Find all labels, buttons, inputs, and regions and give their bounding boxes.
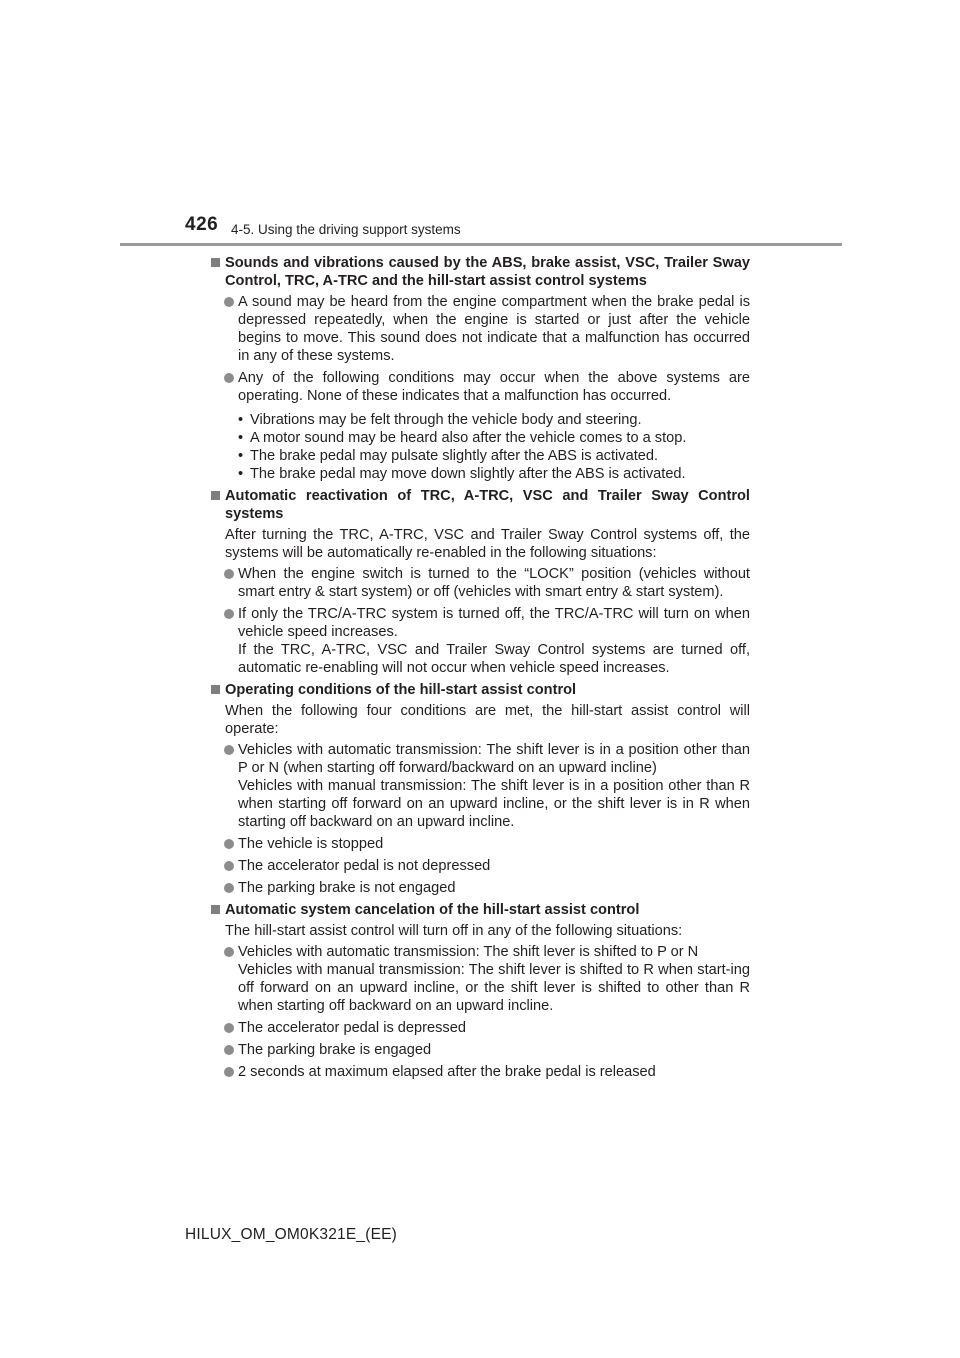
list-item-text: The vehicle is stopped xyxy=(238,836,384,852)
sub-list-item xyxy=(238,447,750,465)
bullet-circle-icon xyxy=(224,861,234,871)
list-item xyxy=(211,1063,750,1081)
list-item xyxy=(211,835,750,853)
list-item-text: A sound may be heard from the engine compartment when the brake pedal is depressed repeatedly, when the engine is started or just after the vehicle begins to move. This sound does not indicate that a malfunction has occurred in any of these systems. xyxy=(238,294,750,364)
square-marker-icon xyxy=(211,491,220,500)
section-intro: After turning the TRC, A-TRC, VSC and Trailer Sway Control systems off, the systems will be automatically re-enabled in the following situations: xyxy=(225,527,750,561)
section-heading xyxy=(211,254,750,290)
list-item-text: When the engine switch is turned to the “LOCK” position (vehicles without smart entry & start system) or off (vehicles with smart entry & start system). xyxy=(238,566,750,600)
section-intro: The hill-start assist control will turn off in any of the following situations: xyxy=(225,923,683,939)
list-item-text: Vehicles with automatic transmission: The shift lever is in a position other than P or N (when starting off forward/backward on an upward incline) Vehicles with manual transmission: The shift lever is in a position other than R when starting off forward on an upward incline, or the shift lever is in R when starting off backward on an upward incline. xyxy=(238,742,750,830)
bullet-circle-icon xyxy=(224,1067,234,1077)
small-bullet-icon: • xyxy=(238,430,244,446)
section-heading-text: Automatic system cancelation of the hill-start assist control xyxy=(225,902,640,918)
list-item xyxy=(211,369,750,405)
list-item xyxy=(211,1019,750,1037)
section xyxy=(211,487,750,677)
small-bullet-icon: • xyxy=(238,466,244,482)
bullet-circle-icon xyxy=(224,1023,234,1033)
section xyxy=(211,254,750,483)
list-item-text: The parking brake is engaged xyxy=(238,1042,432,1058)
sub-list xyxy=(211,411,750,483)
bullet-circle-icon xyxy=(224,609,234,619)
section xyxy=(211,901,750,1081)
small-bullet-icon: • xyxy=(238,412,244,428)
sub-list-item xyxy=(238,429,750,447)
section-intro: When the following four conditions are met, the hill-start assist control will operate: xyxy=(225,703,750,737)
list-item xyxy=(211,857,750,875)
bullet-circle-icon xyxy=(224,569,234,579)
square-marker-icon xyxy=(211,685,220,694)
page-content xyxy=(211,254,750,1085)
section-heading xyxy=(211,901,750,919)
bullet-circle-icon xyxy=(224,883,234,893)
list-item xyxy=(211,943,750,1015)
list-item-text: Vehicles with automatic transmission: The shift lever is shifted to P or N Vehicles with manual transmission: The shift lever is shifted to R when start-ing off forward on an upward incline, or the shift lever is shifted to other than R when starting off backward on an upward incline. xyxy=(238,944,750,1014)
list-item-text: 2 seconds at maximum elapsed after the brake pedal is released xyxy=(238,1064,656,1080)
small-bullet-icon: • xyxy=(238,448,244,464)
document-code: HILUX_OM_OM0K321E_(EE) xyxy=(185,1226,398,1243)
section-heading-text: Automatic reactivation of TRC, A-TRC, VSC and Trailer Sway Control systems xyxy=(225,488,750,522)
page-number: 426 xyxy=(185,214,219,235)
sub-list-item-text: Vibrations may be felt through the vehicle body and steering. xyxy=(250,412,642,428)
bullet-circle-icon xyxy=(224,745,234,755)
sub-list-item-text: A motor sound may be heard also after the vehicle comes to a stop. xyxy=(250,430,687,446)
list-item xyxy=(211,1041,750,1059)
list-item xyxy=(211,741,750,831)
sub-list-item-text: The brake pedal may move down slightly after the ABS is activated. xyxy=(250,466,686,482)
list-item-text: Any of the following conditions may occur when the above systems are operating. None of these indicates that a malfunction has occurred. xyxy=(238,370,750,404)
sub-list-item xyxy=(238,465,750,483)
bullet-circle-icon xyxy=(224,373,234,383)
section-heading xyxy=(211,681,750,699)
bullet-circle-icon xyxy=(224,297,234,307)
chapter-title: 4-5. Using the driving support systems xyxy=(231,222,461,237)
bullet-circle-icon xyxy=(224,947,234,957)
list-item-text: The accelerator pedal is depressed xyxy=(238,1020,466,1036)
list-item xyxy=(211,565,750,601)
section-heading xyxy=(211,487,750,523)
bullet-circle-icon xyxy=(224,839,234,849)
bullet-circle-icon xyxy=(224,1045,234,1055)
sub-list-item xyxy=(238,411,750,429)
section-heading-text: Operating conditions of the hill-start assist control xyxy=(225,682,577,698)
list-item-text: If only the TRC/A-TRC system is turned off, the TRC/A-TRC will turn on when vehicle speed increases. If the TRC, A-TRC, VSC and Trailer Sway Control systems are turned off, automatic re-enabling will not occur when vehicle speed increases. xyxy=(238,606,750,676)
list-item-text: The accelerator pedal is not depressed xyxy=(238,858,491,874)
list-item xyxy=(211,879,750,897)
section-heading-text: Sounds and vibrations caused by the ABS, brake assist, VSC, Trailer Sway Control, TRC, A-TRC and the hill-start assist control systems xyxy=(225,255,750,289)
square-marker-icon xyxy=(211,905,220,914)
square-marker-icon xyxy=(211,258,220,267)
list-item xyxy=(211,605,750,677)
sub-list-item-text: The brake pedal may pulsate slightly after the ABS is activated. xyxy=(250,448,659,464)
section xyxy=(211,681,750,897)
list-item-text: The parking brake is not engaged xyxy=(238,880,456,896)
header-divider xyxy=(120,243,842,246)
list-item xyxy=(211,293,750,365)
